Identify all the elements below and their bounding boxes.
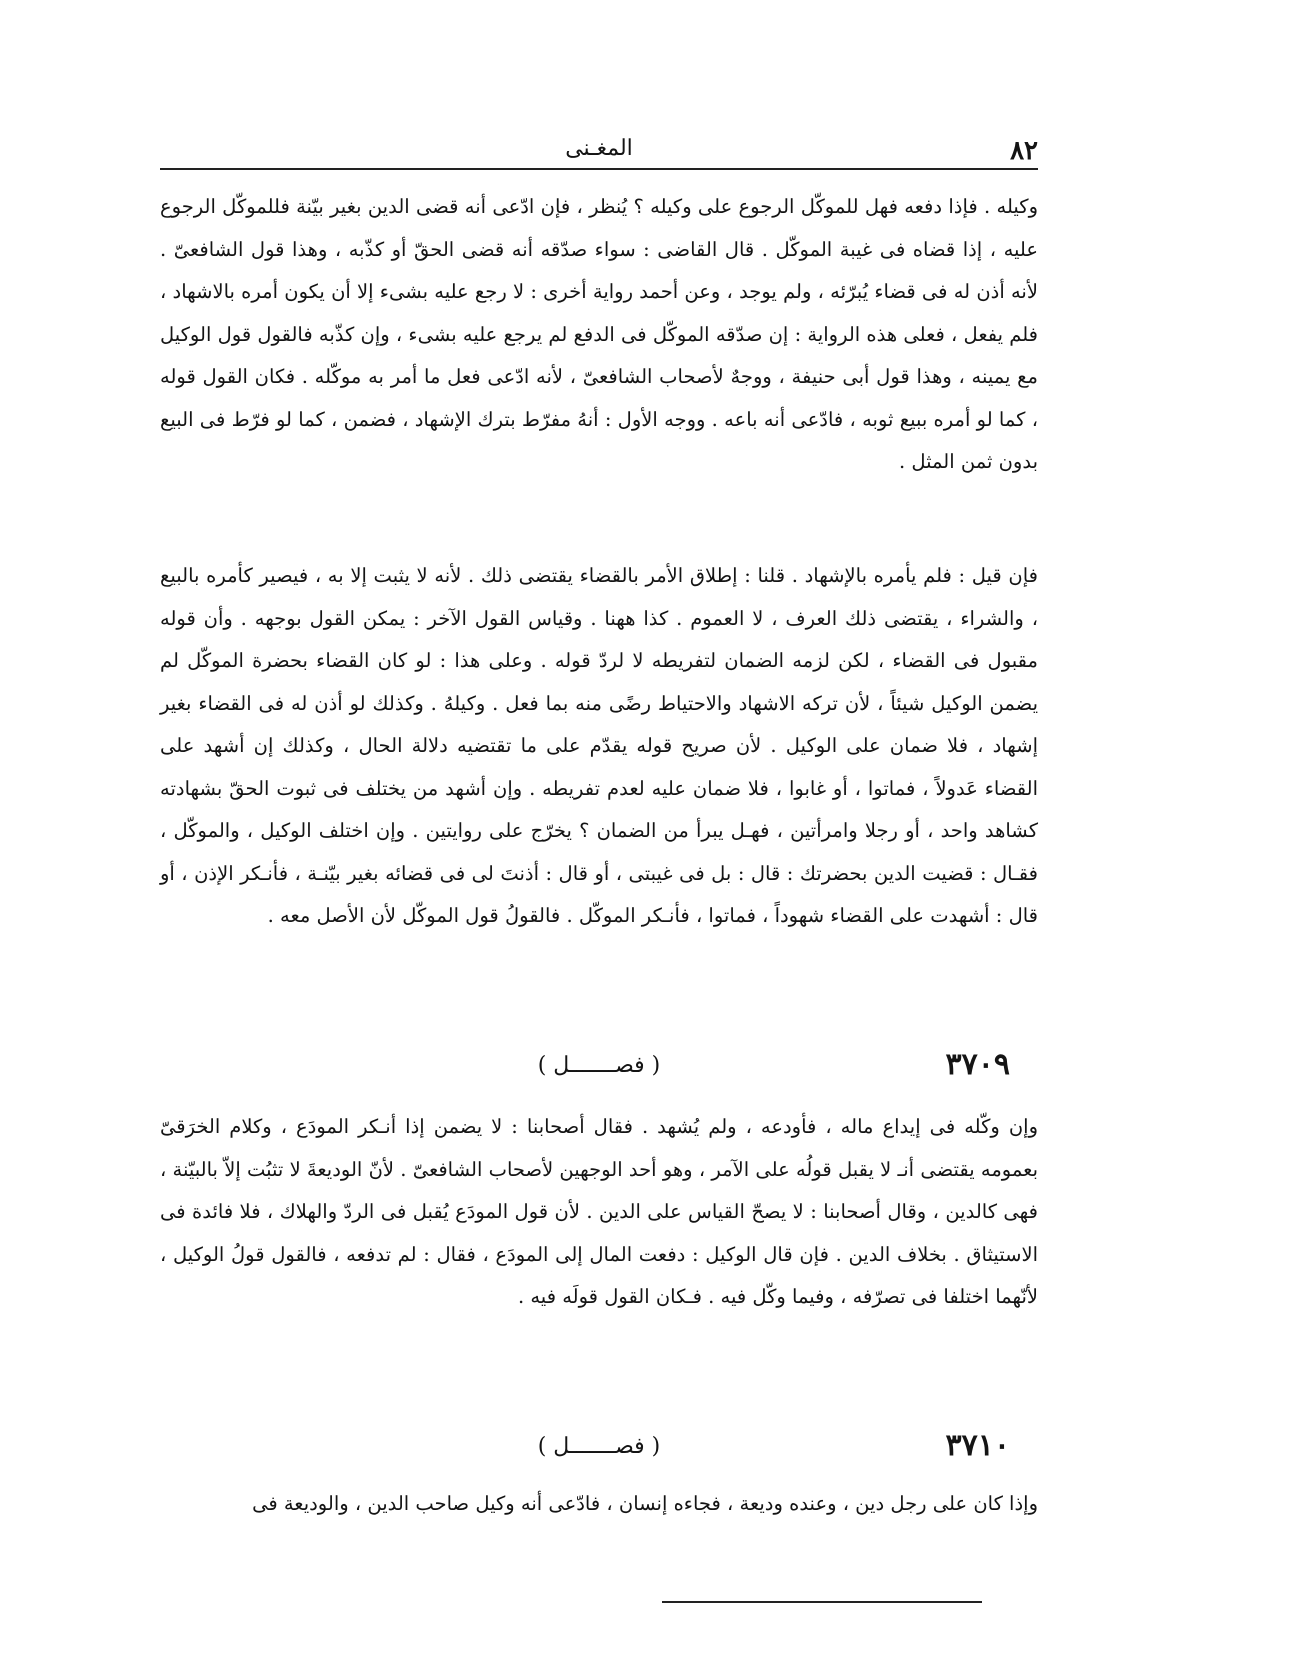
section-title: ( فصـــــــل ): [537, 1434, 661, 1459]
paragraph-1: وكيله . فإذا دفعه فهل للموكّل الرجوع على وكيله ؟ يُنظر ، فإن ادّعى أنه قضى الدين بغير بيّنة فللموكّل الرجوع عليه ، إذا قضاه فى غيبة الموكّل . قال القاضى : سواء صدّقه أنه قضى الحقّ أو كذّبه ، وهذا قول الشافعىّ . لأنه أذن له فى قضاء يُبرّئه ، ولم يوجد ، وعن أحمد رواية أخرى : لا رجع عليه بشىء إلا أن يكون أمره بالاشهاد ، فلم يفعل ، فعلى هذه الرواية : إن صدّقه الموكّل فى الدفع لم يرجع عليه بشىء ، وإن كذّبه فالقول قول الوكيل مع يمينه ، وهذا قول أبى حنيفة ، ووجهٌ لأصحاب الشافعىّ ، لأنه ادّعى فعل ما أمر به موكّله . فكان القول قوله ، كما لو أمره ببيع ثوبه ، فادّعى أنه باعه . ووجه الأول : أنهُ مفرّط بترك الإشهاد ، فضمن ، كما لو فرّط فى البيع بدون ثمن المثل .: [160, 195, 1038, 473]
section-heading-3710: [160, 1428, 1038, 1478]
section-number: ٣٧١٠: [945, 1428, 1010, 1463]
paragraph-block-4: [160, 1483, 1038, 1526]
section-number: ٣٧٠٩: [945, 1047, 1010, 1082]
header-divider: [160, 168, 1038, 170]
page-header: [160, 130, 1038, 170]
section-heading-3709: [160, 1047, 1038, 1097]
paragraph-2: فإن قيل : فلم يأمره بالإشهاد . قلنا : إطلاق الأمر بالقضاء يقتضى ذلك . لأنه لا يثبت إلا به ، فيصير كأمره بالبيع ، والشراء ، يقتضى ذلك العرف ، لا العموم . كذا ههنا . وقياس القول الآخر : يمكن القول بوجهه . وأن قوله مقبول فى القضاء ، لكن لزمه الضمان لتفريطه لا لردّ قوله . وعلى هذا : لو كان القضاء بحضرة الموكّل لم يضمن الوكيل شيئاً ، لأن تركه الاشهاد والاحتياط رضًى منه بما فعل . وكيلهُ . وكذلك لو أذن له فى القضاء بغير إشهاد ، فلا ضمان على الوكيل . لأن صريح قوله يقدّم على ما تقتضيه دلالة الحال ، وكذلك إن أشهد على القضاء عَدولاً ، فماتوا ، أو غابوا ، فلا ضمان عليه لعدم تفريطه . وإن أشهد من يختلف فى ثبوت الحقّ بشهادته كشاهد واحد ، أو رجلا وامرأتين ، فهـل يبرأ من الضمان ؟ يخرّج على روايتين . وإن اختلف الوكيل ، والموكّل ، فقـال : قضيت الدين بحضرتك : قال : بل فى غيبتى ، أو قال : أذنتَ لى فى قضائه بغير بيّنـة ، فأنـكر الإذن ، أو قال : أشهدت على القضاء شهوداً ، فماتوا ، فأنـكر الموكّل . فالقولُ قول الموكّل لأن الأصل معه .: [160, 564, 1038, 927]
paragraph-4: وإذا كان على رجل دين ، وعنده وديعة ، فجاءه إنسان ، فادّعى أنه وكيل صاحب الدين ، والوديعة فى: [252, 1492, 1038, 1515]
page-number: ٨٢: [1010, 136, 1038, 166]
footer-divider: [662, 1601, 982, 1603]
paragraph-block-3: [160, 1106, 1038, 1319]
paragraph-3: وإن وكّله فى إيداع ماله ، فأودعه ، ولم يُشهد . فقال أصحابنا : لا يضمن إذا أنـكر المودَع ، وكلام الخرَقىّ بعمومه يقتضى أنـ لا يقبل قولُه على الآمر ، وهو أحد الوجهين لأصحاب الشافعىّ . لأنّ الوديعةَ لا تثبُت إلاّ بالبيّنة ، فهى كالدين ، وقال أصحابنا : لا يصحّ القياس على الدين . لأن قول المودَع يُقبل فى الردّ والهلاك ، فلا فائدة فى الاستيثاق . بخلاف الدين . فإن قال الوكيل : دفعت المال إلى المودَع ، فقال : لم تدفعه ، فالقول قولُ الوكيل ، لأنّهما اختلفا فى تصرّفه ، وفيما وكّل فيه . فـكان القول قولَه فيه .: [160, 1115, 1038, 1308]
paragraph-block-1: [160, 186, 1038, 484]
paragraph-block-2: [160, 555, 1038, 938]
section-title: ( فصـــــــل ): [537, 1053, 661, 1078]
running-title: المغـنى: [565, 136, 633, 161]
